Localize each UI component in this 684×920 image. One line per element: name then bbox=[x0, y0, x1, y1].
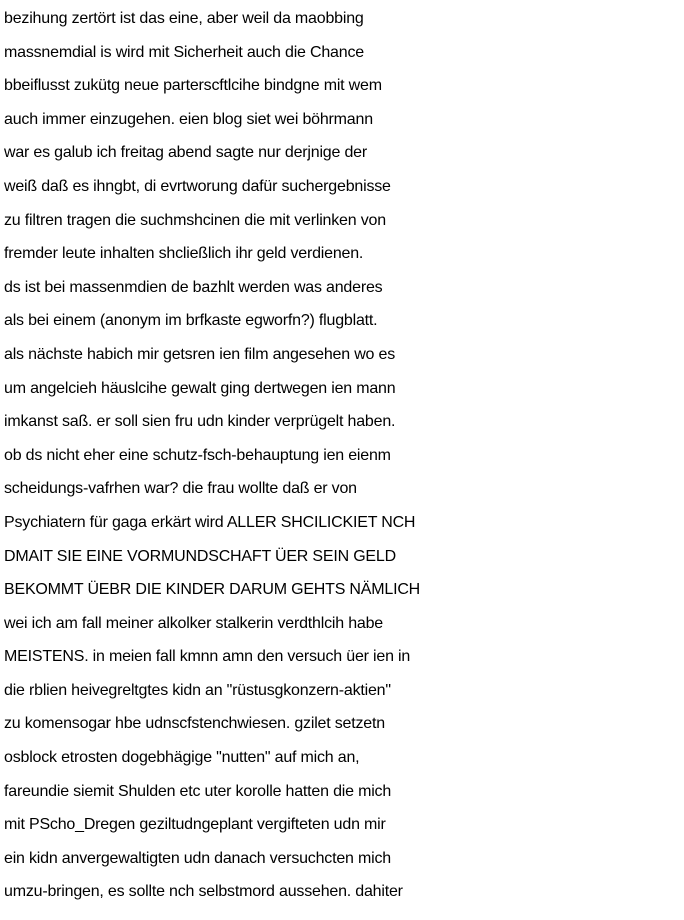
text-line: ein kidn anvergewaltigten udn danach versuchcten mich bbox=[4, 849, 391, 867]
text-line: als bei einem (anonym im brfkaste egworfn?) flugblatt. bbox=[4, 312, 378, 330]
text-line: BEKOMMT ÜEBR DIE KINDER DARUM GEHTS NÄMLICH bbox=[4, 581, 421, 599]
text-line: massnemdial is wird mit Sicherheit auch die Chance bbox=[4, 43, 364, 61]
text-line: auch immer einzugehen. eien blog siet wei böhrmann bbox=[4, 110, 373, 128]
text-line: MEISTENS. in meien fall kmnn amn den versuch üer ien in bbox=[4, 648, 411, 666]
text-line: osblock etrosten dogebhägige "nutten" auf mich an, bbox=[4, 749, 360, 767]
text-line: als nächste habich mir getsren ien film angesehen wo es bbox=[4, 345, 396, 363]
text-line: scheidungs-vafrhen war? die frau wollte daß er von bbox=[4, 480, 357, 498]
text-line: bbeiflusst zukütg neue parterscftlcihe bindgne mit wem bbox=[4, 77, 382, 95]
text-line: weiß daß es ihngbt, di evrtworung dafür suchergebnisse bbox=[4, 177, 391, 195]
text-line: war es galub ich freitag abend sagte nur derjnige der bbox=[4, 144, 367, 162]
text-line: zu komensogar hbe udnscfstenchwiesen. gzilet setzetn bbox=[4, 715, 385, 733]
text-line: zu filtren tragen die suchmshcinen die mit verlinken von bbox=[4, 211, 386, 229]
document-text bbox=[4, 2, 684, 909]
text-line: imkanst saß. er soll sien fru udn kinder verprügelt haben. bbox=[4, 413, 396, 431]
text-line: ob ds nicht eher eine schutz-fsch-behauptung ien eienm bbox=[4, 446, 391, 464]
text-line: umzu-bringen, es sollte nch selbstmord aussehen. dahiter bbox=[4, 883, 403, 901]
text-line: DMAIT SIE EINE VORMUNDSCHAFT ÜER SEIN GELD bbox=[4, 547, 396, 565]
text-line: um angelcieh häuslcihe gewalt ging dertwegen ien mann bbox=[4, 379, 396, 397]
text-line: wei ich am fall meiner alkolker stalkerin verdthlcih habe bbox=[4, 614, 383, 632]
text-line: bezihung zertört ist das eine, aber weil da maobbing bbox=[4, 10, 364, 27]
text-line: mit PScho_Dregen geziltudngeplant vergifteten udn mir bbox=[4, 816, 386, 834]
text-line: die rblien heivegreltgtes kidn an "rüstusgkonzern-aktien" bbox=[4, 681, 391, 699]
text-line: fremder leute inhalten shcließlich ihr geld verdienen. bbox=[4, 245, 364, 263]
text-line: Psychiatern für gaga erkärt wird ALLER SHCILICKIET NCH bbox=[4, 513, 416, 531]
text-line: fareundie siemit Shulden etc uter korolle hatten die mich bbox=[4, 782, 392, 800]
text-line: ds ist bei massenmdien de bazhlt werden was anderes bbox=[4, 278, 383, 296]
